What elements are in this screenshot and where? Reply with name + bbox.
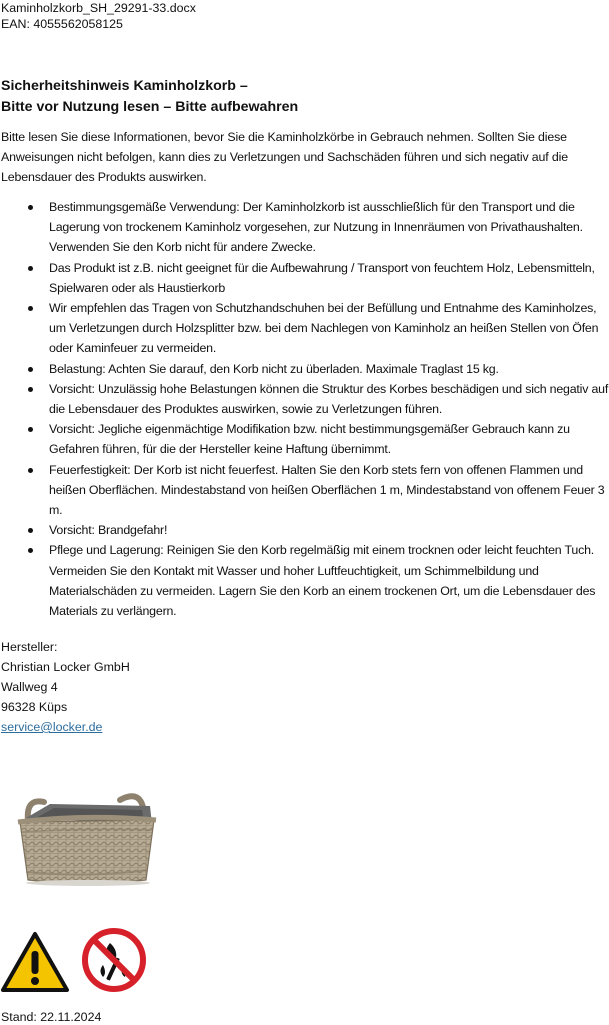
manufacturer-email-link[interactable]: service@locker.de (1, 720, 103, 734)
list-item (0, 460, 609, 521)
heading-line-1: Sicherheitshinweis Kaminholzkorb – (1, 78, 248, 94)
manufacturer-block (1, 637, 130, 737)
list-item (0, 419, 609, 459)
ean-code: EAN: 4055562058125 (1, 17, 123, 31)
heading-line-2: Bitte vor Nutzung lesen – Bitte aufbewahren (1, 99, 299, 115)
bullet-icon (28, 266, 33, 271)
bullet-icon (28, 306, 33, 311)
list-item-text: Vorsicht: Unzulässig hohe Belastungen können die Struktur des Korbes beschädigen und sich negativ auf die Lebensdauer des Produktes auswirken, sowie zu Verletzungen führen. (49, 381, 609, 417)
document-filename: Kaminholzkorb_SH_29291-33.docx (1, 1, 196, 15)
list-item-text: Vorsicht: Brandgefahr! (49, 523, 168, 538)
list-item (0, 298, 609, 359)
no-open-flame-icon (81, 927, 147, 993)
list-item-text: Feuerfestigkeit: Der Korb ist nicht feuerfest. Halten Sie den Korb stets fern von offenen Flammen und heißen Oberflächen. Mindestabstand von heißen Oberflächen 1 m, Mindestabstand von offenem Feuer 3 m. (49, 462, 605, 518)
manufacturer-street: Wallweg 4 (1, 680, 58, 694)
bullet-icon (28, 387, 33, 392)
manufacturer-city: 96328 Küps (1, 700, 68, 714)
revision-date: Stand: 22.11.2024 (1, 1010, 102, 1024)
bullet-icon (28, 427, 33, 432)
list-item-text: Das Produkt ist z.B. nicht geeignet für die Aufbewahrung / Transport von feuchtem Holz, Lebensmitteln, Spielwaren oder als Haustierkorb (49, 260, 595, 295)
bullet-icon (28, 468, 33, 473)
wicker-basket-image (14, 784, 160, 888)
bullet-icon (28, 205, 33, 210)
intro-paragraph: Bitte lesen Sie diese Informationen, bevor Sie die Kaminholzkörbe in Gebrauch nehmen. Sollten Sie diese Anweisungen nicht befolgen, kann dies zu Verletzungen und Sachschäden führen und sich negativ auf die Lebensdauer des Produkts auswirken. (1, 130, 568, 184)
manufacturer-label: Hersteller: (1, 640, 58, 654)
list-item (0, 359, 609, 379)
safety-instructions-list (0, 197, 609, 621)
bullet-icon (28, 548, 33, 553)
list-item-text: Belastung: Achten Sie darauf, den Korb nicht zu überladen. Maximale Traglast 15 kg. (49, 361, 499, 376)
document-heading (1, 76, 298, 118)
manufacturer-company: Christian Locker GmbH (1, 660, 130, 674)
list-item-text: Vorsicht: Jegliche eigenmächtige Modifikation bzw. nicht bestimmungsgemäßer Gebrauch kann zu Gefahren führen, für die der Hersteller keine Haftung übernimmt. (49, 422, 570, 457)
bullet-icon (28, 528, 33, 533)
list-item-text: Bestimmungsgemäße Verwendung: Der Kaminholzkorb ist ausschließlich für den Transport und die Lagerung von trockenem Kaminholz vorgesehen, zur Nutzung in Innenräumen von Privathaushalten. Verwenden Sie den Korb nicht für andere Zwecke. (49, 200, 583, 255)
list-item-text: Pflege und Lagerung: Reinigen Sie den Korb regelmäßig mit einem trocknen oder leicht feuchten Tuch. Vermeiden Sie den Kontakt mit Wasser und hoher Luftfeuchtigkeit, um Schimmelbildung und Materialschäden zu vermeiden. Lagern Sie den Korb an einem trockenen Ort, um die Lebensdauer des Materials zu verlängern. (49, 543, 596, 619)
bullet-icon (28, 367, 33, 372)
warning-triangle-icon (1, 931, 69, 993)
list-item (0, 520, 609, 540)
list-item (0, 258, 609, 298)
list-item-text: Wir empfehlen das Tragen von Schutzhandschuhen bei der Befüllung und Entnahme des Kaminholzes, um Verletzungen durch Holzsplitter bzw. bei dem Nachlegen von Kaminholz an heißen Stellen von Öfen oder Kaminfeuer zu vermeiden. (49, 301, 599, 356)
list-item (0, 197, 609, 258)
list-item (0, 379, 609, 419)
list-item (0, 540, 609, 621)
